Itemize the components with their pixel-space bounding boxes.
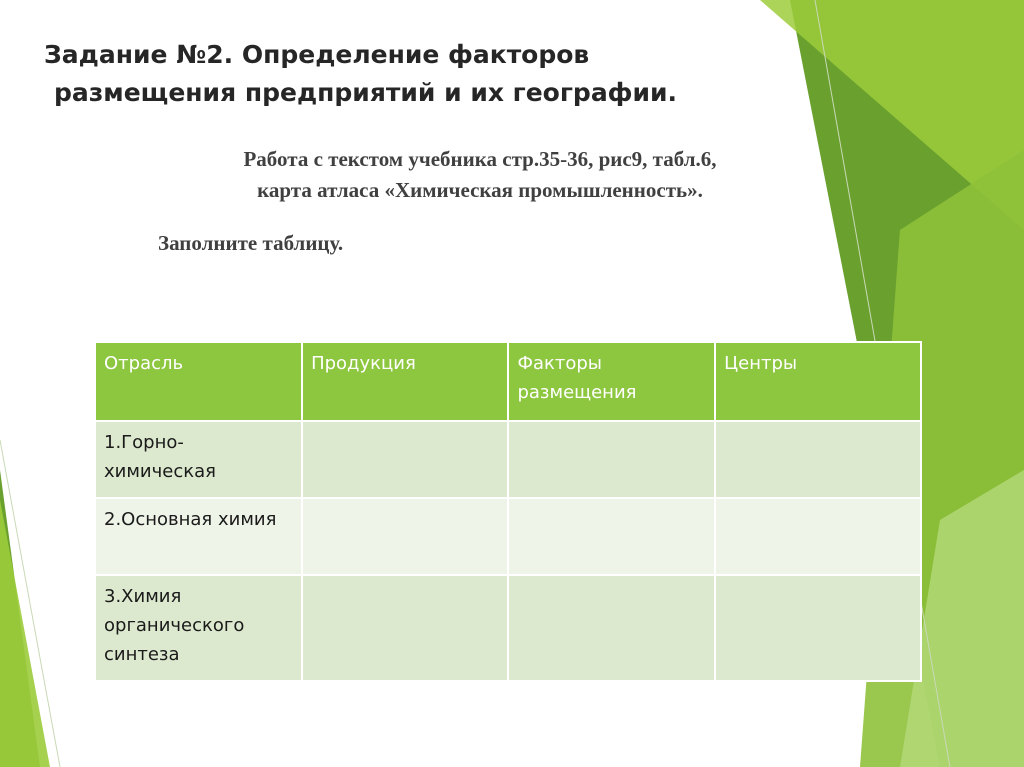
cell-centers[interactable] xyxy=(715,575,921,681)
cell-products[interactable] xyxy=(302,421,508,498)
table-header-row xyxy=(95,342,921,421)
task-line1: Работа с текстом учебника стр.35-36, рис9, табл.6, xyxy=(243,147,717,171)
cell-centers[interactable] xyxy=(715,498,921,575)
header-industry: Отрасль xyxy=(95,342,302,421)
cell-industry: 2.Основная химия xyxy=(95,498,302,575)
header-factors: Факторы размещения xyxy=(508,342,715,421)
slide-title-line2: размещения предприятий и их географии. xyxy=(54,78,678,107)
cell-products[interactable] xyxy=(302,575,508,681)
header-centers: Центры xyxy=(715,342,921,421)
cell-factors[interactable] xyxy=(508,498,715,575)
cell-factors[interactable] xyxy=(508,421,715,498)
cell-products[interactable] xyxy=(302,498,508,575)
cell-factors[interactable] xyxy=(508,575,715,681)
task-line2: карта атласа «Химическая промышленность». xyxy=(257,178,703,202)
table-row xyxy=(95,575,921,681)
table-row xyxy=(95,421,921,498)
header-products: Продукция xyxy=(302,342,508,421)
cell-industry: 1.Горно-химическая xyxy=(95,421,302,498)
slide-title xyxy=(44,36,804,112)
instruction-text: Заполните таблицу. xyxy=(158,231,344,255)
task-description xyxy=(140,144,820,206)
slide-title-line1: Задание №2. Определение факторов xyxy=(44,40,590,69)
factors-table xyxy=(94,341,922,682)
cell-industry: 3.Химия органического синтеза xyxy=(95,575,302,681)
table-row xyxy=(95,498,921,575)
cell-centers[interactable] xyxy=(715,421,921,498)
